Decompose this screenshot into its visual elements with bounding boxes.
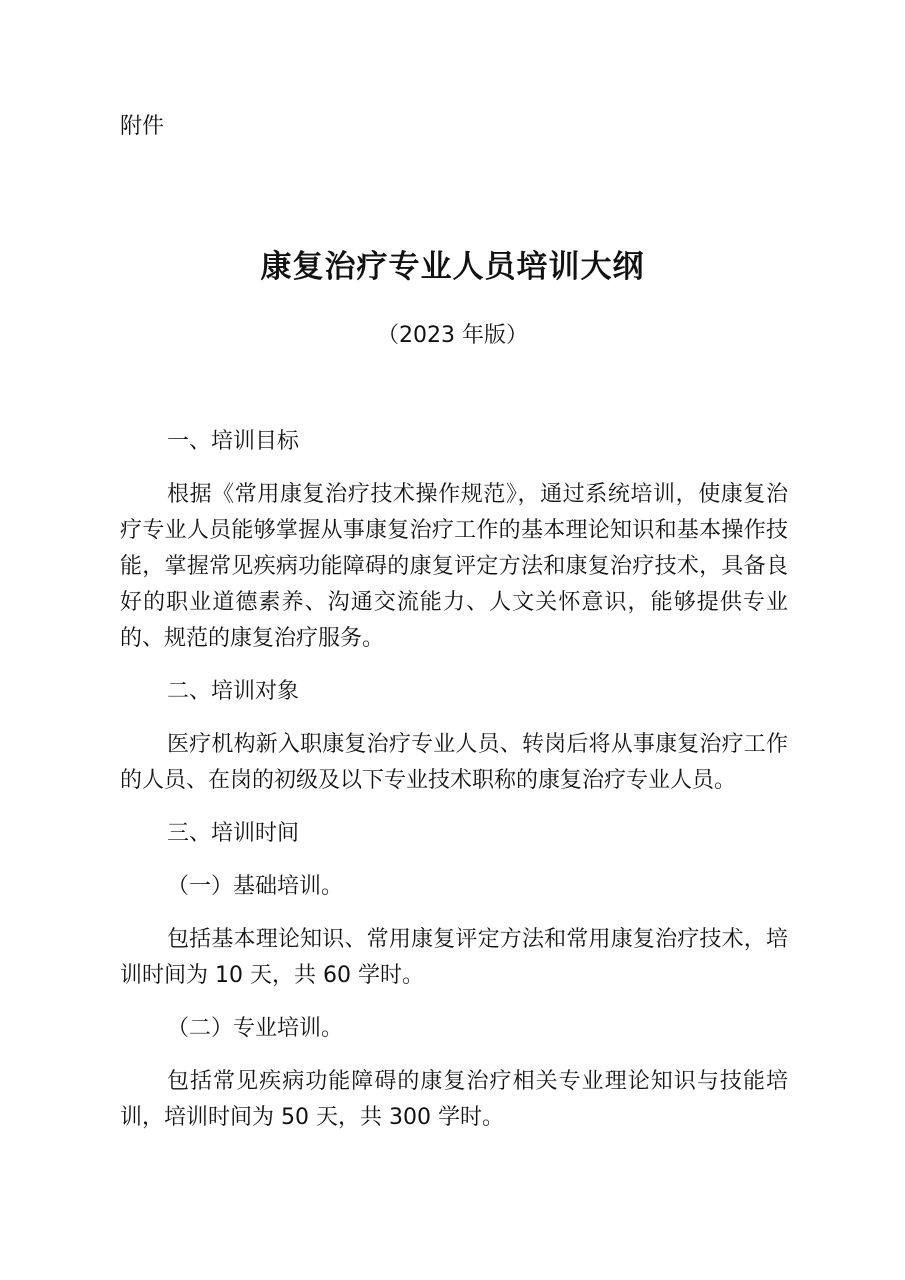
- subsection-text-basic: 包括基本理论知识、常用康复评定方法和常用康复治疗技术，培训时间为 10 天，共 60 学时。: [120, 927, 788, 988]
- section-heading-goal: 一、培训目标: [167, 429, 300, 454]
- subsection-heading-professional: （二）专业培训。: [167, 1016, 344, 1041]
- section-heading-time: 三、培训时间: [167, 821, 300, 846]
- section-text-goal: 根据《常用康复治疗技术操作规范》，通过系统培训，使康复治疗专业人员能够掌握从事康复治疗工作的基本理论知识和基本操作技能，掌握常见疾病功能障碍的康复评定方法和康复治疗技术，具备良好的职业道德素养、沟通交流能力、人文关怀意识，能够提供专业的、规范的康复治疗服务。: [120, 482, 788, 651]
- document-title: 康复治疗专业人员培训大纲: [260, 249, 645, 285]
- document-body: [120, 424, 788, 1153]
- section-heading-target: 二、培训对象: [167, 679, 300, 704]
- section-text-target: 医疗机构新入职康复治疗专业人员、转岗后将从事康复治疗工作的人员、在岗的初级及以下专业技术职称的康复治疗专业人员。: [120, 732, 788, 793]
- edition-label: （2023 年版）: [377, 323, 528, 348]
- subsection-heading-basic: （一）基础培训。: [167, 874, 344, 899]
- subsection-text-professional: 包括常见疾病功能障碍的康复治疗相关专业理论知识与技能培训，培训时间为 50 天，共 300 学时。: [120, 1069, 788, 1130]
- attachment-label: 附件: [120, 114, 165, 139]
